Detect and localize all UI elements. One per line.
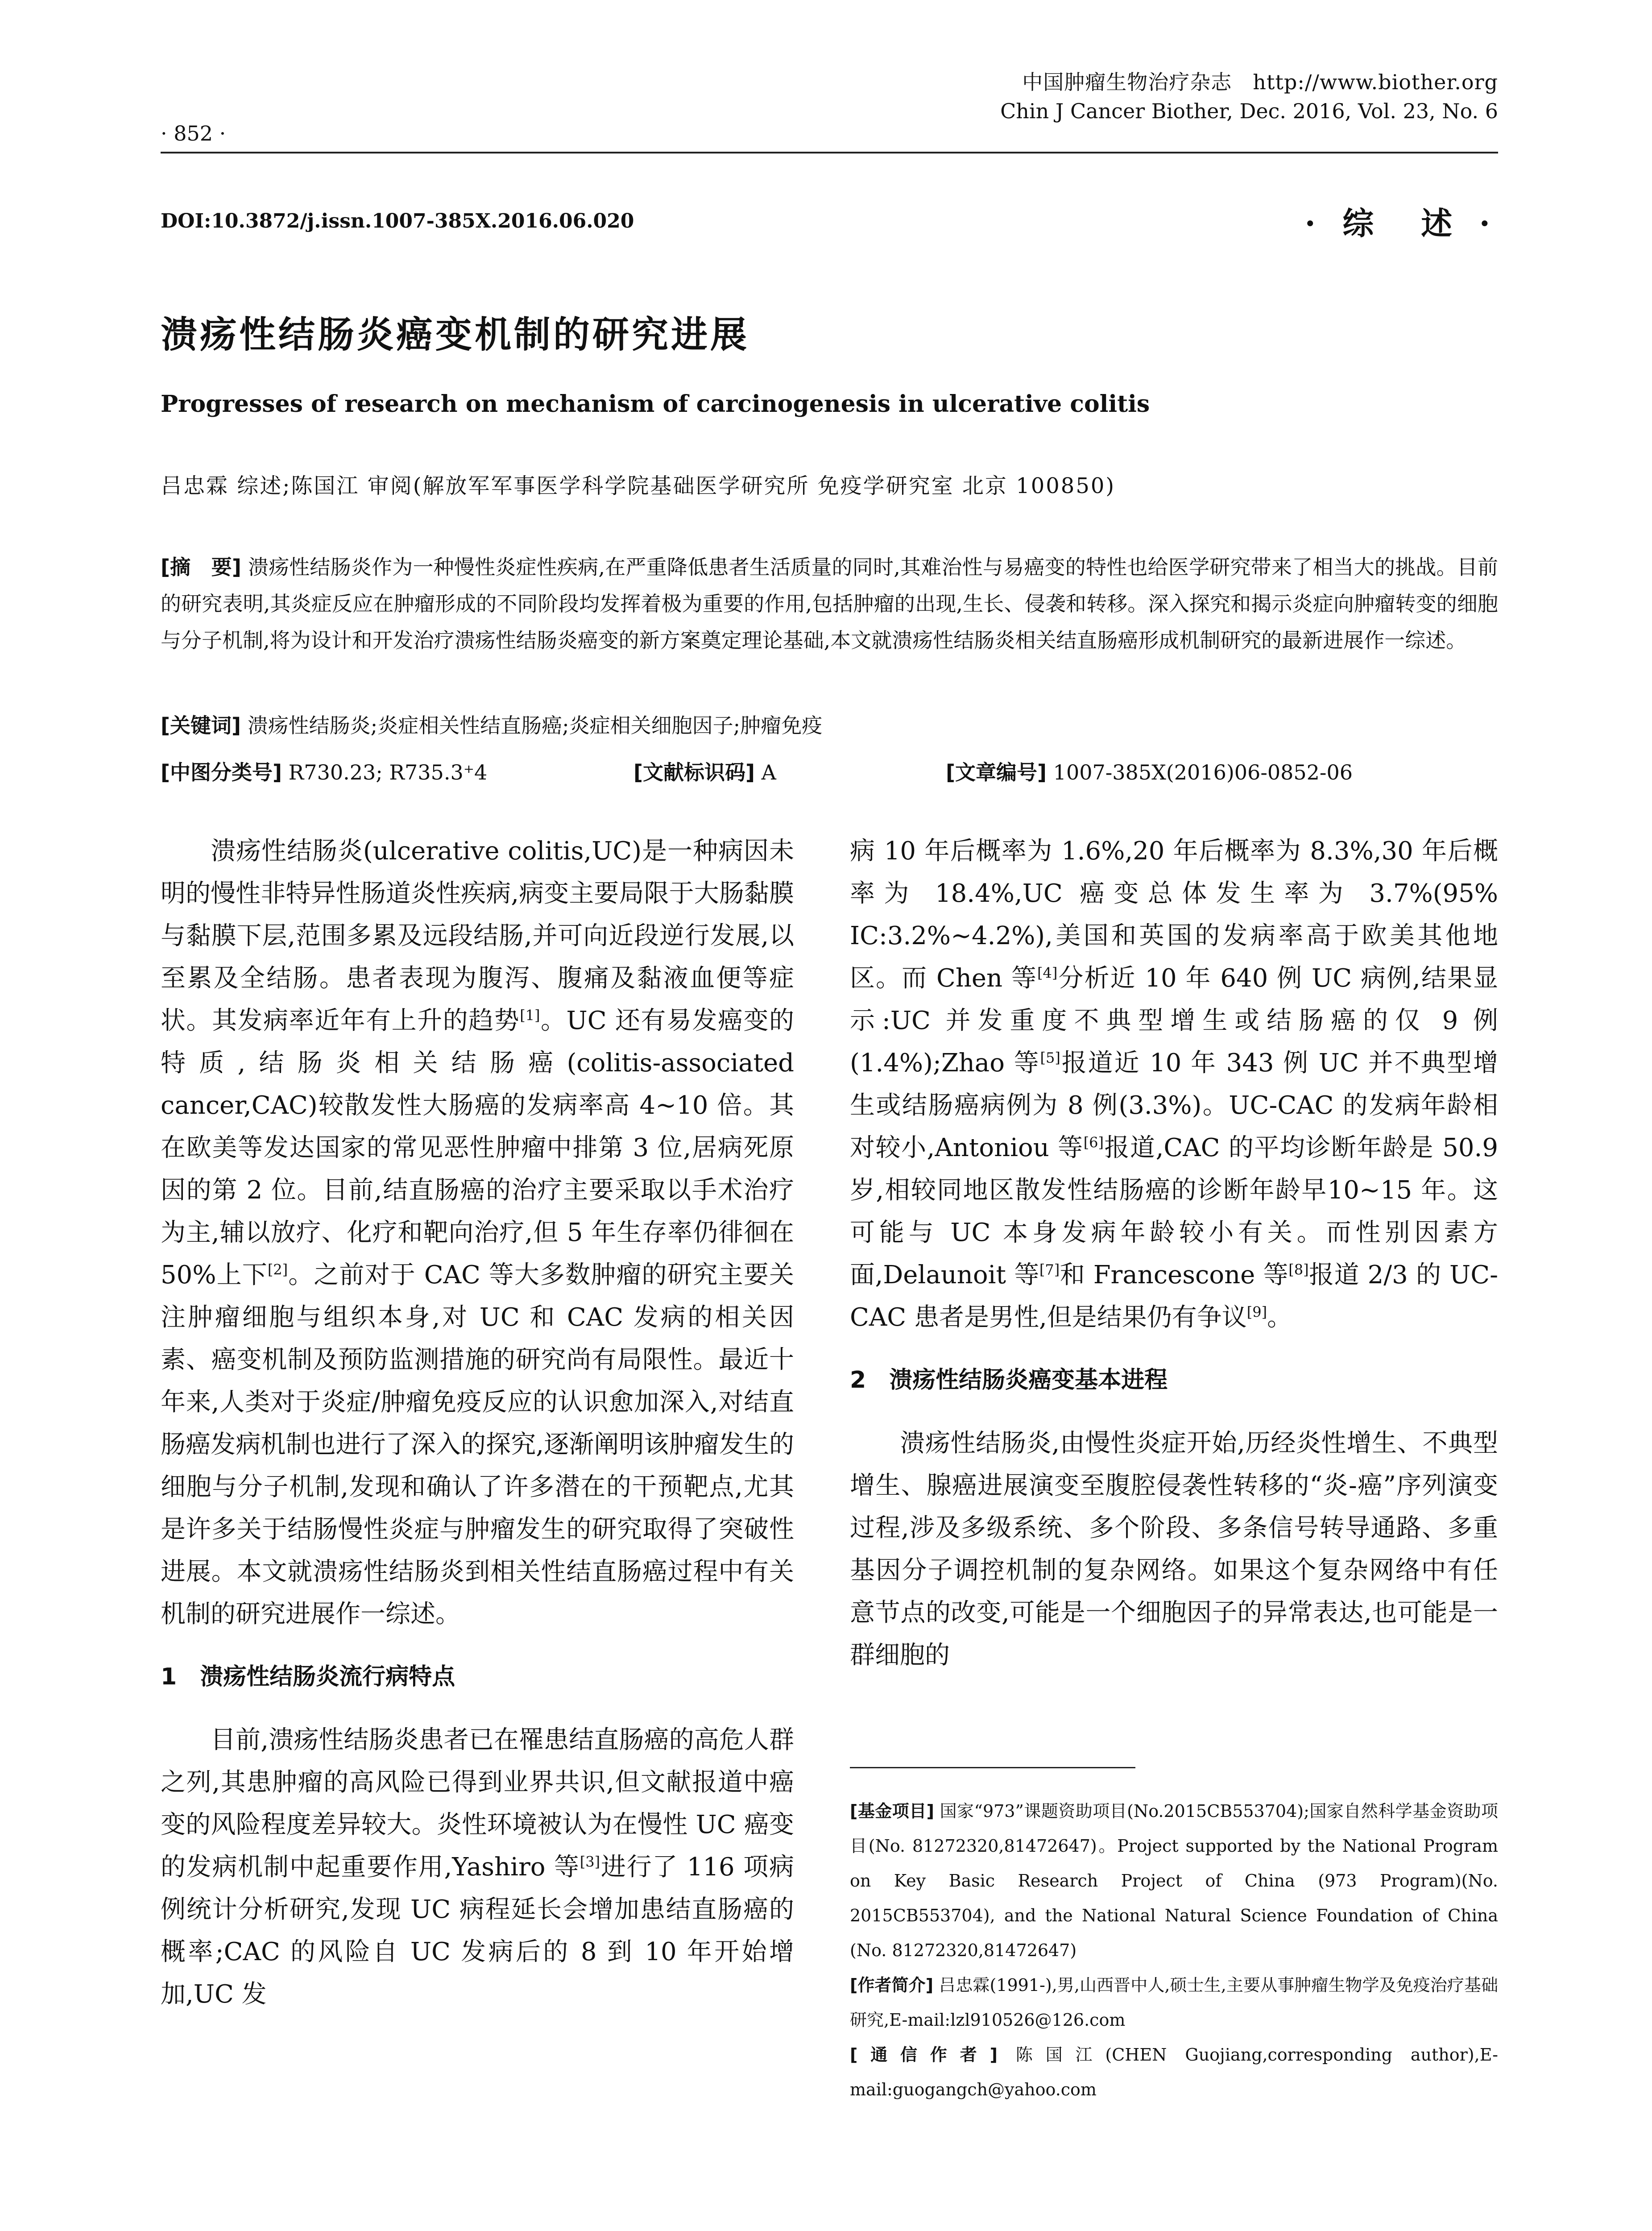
citation-ref[interactable]: [9] bbox=[1246, 1303, 1267, 1321]
citation-ref[interactable]: [2] bbox=[267, 1261, 288, 1278]
abstract-label: [摘 要] bbox=[161, 555, 241, 579]
citation-ref[interactable]: [1] bbox=[520, 1007, 540, 1024]
title-en: Progresses of research on mechanism of carcinogenesis in ulcerative colitis bbox=[161, 390, 1150, 418]
classification bbox=[161, 756, 1498, 786]
citation-ref[interactable]: [5] bbox=[1040, 1049, 1060, 1066]
section-heading: 2 溃疡性结肠炎癌变基本进程 bbox=[850, 1367, 1168, 1393]
paragraph: 溃疡性结肠炎(ulcerative colitis,UC)是一种病因未明的慢性非特异性肠道炎性疾病,病变主要局限于大肠黏膜与黏膜下层,范围多累及远段结肠,并可向近段逆行发展,以至累及全结肠。患者表现为腹泻、腹痛及黏液血便等症状。其发病率近年有上升的趋势[1]。UC 还有易发癌变的特质,结肠炎相关结肠癌(colitis-associated cancer,CAC)较散发性大肠癌的发病率高 4~10 倍。其在欧美等发达国家的常见恶性肿瘤中排第 3 位,居病死原因的第 2 位。目前,结直肠癌的治疗主要采取以手术治疗为主,辅以放疗、化疗和靶向治疗,但 5 年生存率仍徘徊在 50%上下[2]。之前对于 CAC 等大多数肿瘤的研究主要关注肿瘤细胞与组织本身,对 UC 和 CAC 发病的相关因素、癌变机制及预防监测措施的研究尚有局限性。最近十年来,人类对于炎症/肿瘤免疫反应的认识愈加深入,对结直肠癌发病机制也进行了深入的探究,逐渐阐明该肿瘤发生的细胞与分子机制,发现和确认了许多潜在的干预靶点,尤其是许多关于结肠慢性炎症与肿瘤发生的研究取得了突破性进展。本文就溃疡性结肠炎到相关性结直肠癌过程中有关机制的研究进展作一综述。 bbox=[161, 837, 795, 1629]
citation-ref[interactable]: [7] bbox=[1039, 1261, 1060, 1278]
clc-value: R730.23; R735.3⁺4 bbox=[288, 760, 488, 784]
abstract-text: 溃疡性结肠炎作为一种慢性炎症性疾病,在严重降低患者生活质量的同时,其难治性与易癌变的特性也给医学研究带来了相当大的挑战。目前的研究表明,其炎症反应在肿瘤形成的不同阶段均发挥着极为重要的作用,包括肿瘤的出现,生长、侵袭和转移。深入探究和揭示炎症向肿瘤转变的细胞与分子机制,将为设计和开发治疗溃疡性结肠炎癌变的新方案奠定理论基础,本文就溃疡性结肠炎相关结直肠癌形成机制研究的最新进展作一综述。 bbox=[161, 555, 1499, 652]
paragraph: 病 10 年后概率为 1.6%,20 年后概率为 8.3%,30 年后概率为 18.4%,UC 癌变总体发生率为 3.7%(95% IC:3.2%~4.2%),美国和英国的发病率高于欧美其他地区。而 Chen 等[4]分析近 10 年 640 例 UC 病例,结果显示:UC 并发重度不典型增生或结肠癌的仅 9 例(1.4%);Zhao 等[5]报道近 10 年 343 例 UC 并不典型增生或结肠癌病例为 8 例(3.3%)。UC-CAC 的发病年龄相对较小,Antoniou 等[6]报道,CAC 的平均诊断年龄是 50.9 岁,相较同地区散发性结肠癌的诊断年龄早10~15 年。这可能与 UC 本身发病年龄较小有关。而性别因素方面,Delaunoit 等[7]和 Francescone 等[8]报道 2/3 的 UC-CAC 患者是男性,但是结果仍有争议[9]。 bbox=[850, 837, 1498, 1332]
section-heading: 1 溃疡性结肠炎流行病特点 bbox=[161, 1663, 455, 1690]
abstract bbox=[161, 549, 1498, 659]
article-no-value: 1007-385X(2016)06-0852-06 bbox=[1053, 760, 1353, 784]
section-tag: · 综 述 · bbox=[1304, 205, 1498, 242]
citation-header: Chin J Cancer Biother, Dec. 2016, Vol. 23, No. 6 bbox=[1000, 99, 1498, 123]
authors: 吕忠霖 综述;陈国江 审阅(解放军军事医学科学院基础医学研究所 免疫学研究室 北京 100850) bbox=[161, 473, 1116, 498]
citation-ref[interactable]: [3] bbox=[580, 1853, 600, 1870]
keywords-text: 溃疡性结肠炎;炎症相关性结直肠癌;炎症相关细胞因子;肿瘤免疫 bbox=[247, 713, 823, 738]
footnote-fund: [基金项目] 国家“973”课题资助项目(No.2015CB553704);国家自然科学基金资助项目(No. 81272320,81472647)。Project supported by the National Program on Key Basic Research Project of China (973 Program)(No. 2015CB553704), and the National Natural Science Foundation of China (No. 81272320,81472647) bbox=[850, 1801, 1498, 1960]
body-right-column bbox=[850, 830, 1498, 1676]
title-cn: 溃疡性结肠炎癌变机制的研究进展 bbox=[161, 313, 750, 356]
keywords-label: [关键词] bbox=[161, 713, 241, 738]
body-left-column bbox=[161, 830, 794, 2015]
keywords bbox=[161, 709, 1498, 739]
footnotes bbox=[850, 1794, 1498, 2107]
citation-ref[interactable]: [8] bbox=[1288, 1261, 1309, 1278]
footnote-author: [作者简介] 吕忠霖(1991-),男,山西晋中人,硕士生,主要从事肿瘤生物学及免疫治疗基础研究,E-mail:lzl910526@126.com bbox=[850, 1975, 1498, 2030]
journal-header: 中国肿瘤生物治疗杂志 http://www.biother.org bbox=[1022, 70, 1498, 94]
paragraph: 目前,溃疡性结肠炎患者已在罹患结直肠癌的高危人群之列,其患肿瘤的高风险已得到业界共识,但文献报道中癌变的风险程度差异较大。炎性环境被认为在慢性 UC 癌变的发病机制中起重要作用,Yashiro 等[3]进行了 116 项病例统计分析研究,发现 UC 病程延长会增加患结直肠癌的概率;CAC 的风险自 UC 发病后的 8 到 10 年开始增加,UC 发 bbox=[161, 1725, 794, 2009]
doc-code-value: A bbox=[761, 760, 776, 784]
citation-ref[interactable]: [6] bbox=[1083, 1134, 1104, 1151]
clc-label: [中图分类号] bbox=[161, 760, 282, 784]
doi: DOI:10.3872/j.issn.1007-385X.2016.06.020 bbox=[161, 210, 634, 232]
paragraph: 溃疡性结肠炎,由慢性炎症开始,历经炎性增生、不典型增生、腺癌进展演变至腹腔侵袭性转移的“炎-癌”序列演变过程,涉及多级系统、多个阶段、多条信号转导通路、多重基因分子调控机制的复杂网络。如果这个复杂网络中有任意节点的改变,可能是一个细胞因子的异常表达,也可能是一群细胞的 bbox=[850, 1429, 1498, 1670]
footnote-corresponding: [通信作者] 陈国江(CHEN Guojiang,corresponding author),E-mail:guogangch@yahoo.com bbox=[850, 2045, 1498, 2099]
citation-ref[interactable]: [4] bbox=[1037, 964, 1058, 982]
header-rule bbox=[161, 152, 1498, 153]
footnote-rule bbox=[850, 1767, 1135, 1768]
article-no-label: [文章编号] bbox=[946, 760, 1047, 784]
page-number: · 852 · bbox=[161, 121, 226, 145]
doc-code-label: [文献标识码] bbox=[633, 760, 755, 784]
